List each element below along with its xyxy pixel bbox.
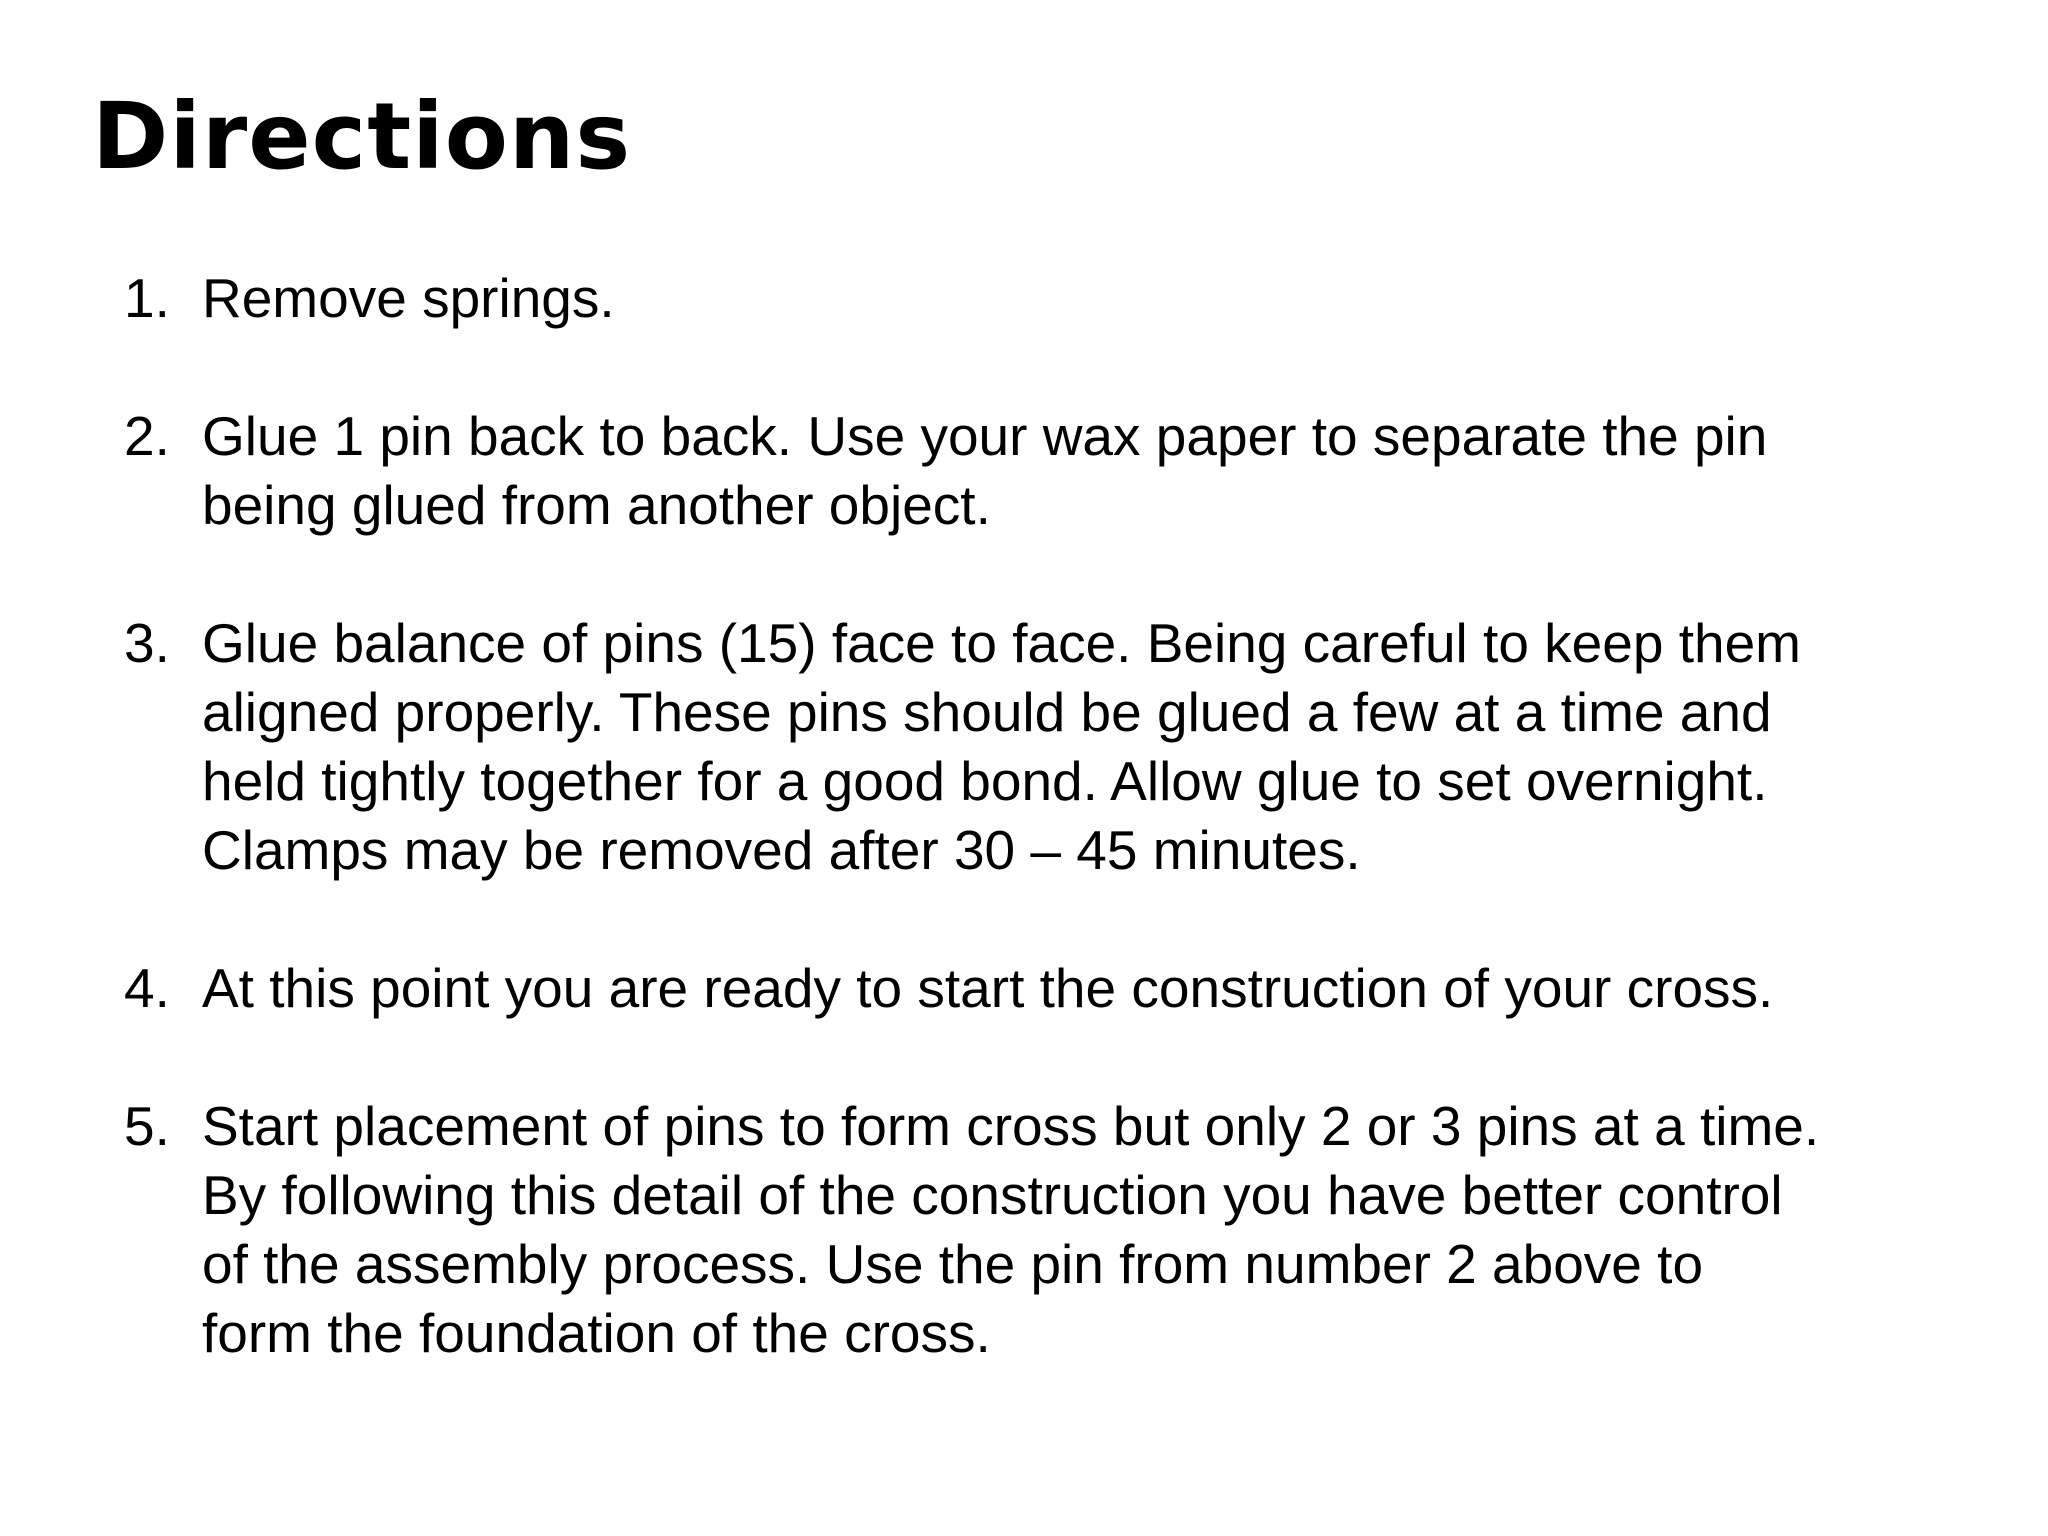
page-title: Directions <box>92 83 632 190</box>
list-item <box>124 402 1964 540</box>
list-item <box>124 1092 1964 1368</box>
step-text: Remove springs. <box>202 267 615 329</box>
step-text: At this point you are ready to start the construction of your cross. <box>202 957 1774 1019</box>
step-number: 1. <box>124 267 170 329</box>
list-item <box>124 954 1964 1023</box>
step-text: Start placement of pins to form cross but only 2 or 3 pins at a time. By following this detail of the construction you have better control of the assembly process. Use the pin from number 2 above to form the foundation of the cross. <box>202 1095 1820 1364</box>
step-number: 4. <box>124 957 170 1019</box>
step-number: 3. <box>124 612 170 674</box>
step-number: 5. <box>124 1095 170 1157</box>
list-item <box>124 609 1964 885</box>
step-text: Glue 1 pin back to back. Use your wax paper to separate the pin being glued from another object. <box>202 405 1768 536</box>
step-text: Glue balance of pins (15) face to face. Being careful to keep them aligned properly. These pins should be glued a few at a time and held tightly together for a good bond. Allow glue to set overnight. Clamps may be removed after 30 – 45 minutes. <box>202 612 1802 881</box>
directions-list <box>124 264 1964 1437</box>
step-number: 2. <box>124 405 170 467</box>
list-item <box>124 264 1964 333</box>
